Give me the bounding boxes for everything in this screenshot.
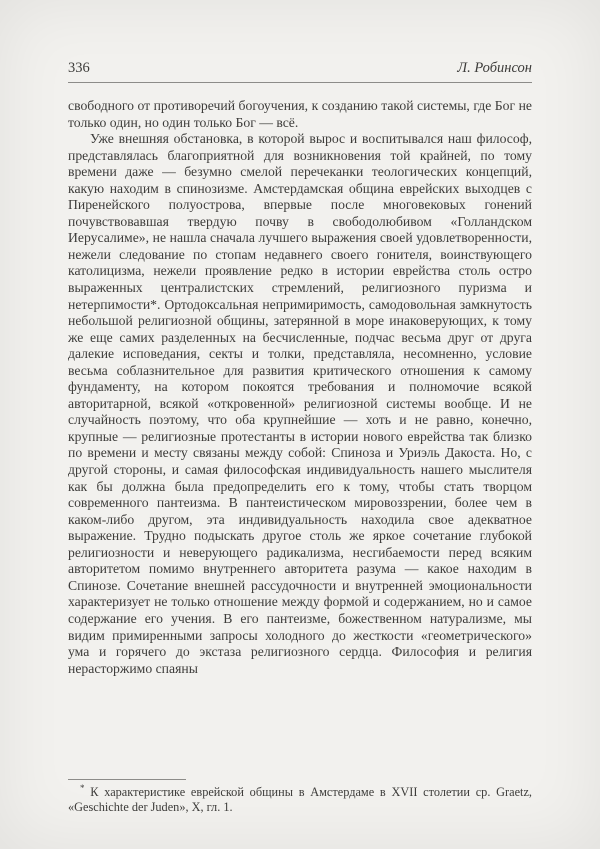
page-number: 336 [68,60,90,76]
footnote [68,782,532,815]
footnote-marker: * [80,782,85,793]
paragraph-main: Уже внешняя обстановка, в которой вырос и воспитывался наш философ, представлялась благоприятной для возникновения той крайней, по тому времени даже — безумно смелой перечеканки теологических концепций, какую находим в спинозизме. Амстердамская община еврейских выходцев с Пиренейского полуострова, впервые после многовековых гонений почувствовавшая твердую почву в свободолюбивом «Голландском Иерусалиме», не нашла сначала лучшего выражения своей удовлетворенности, нежели следование по стопам недавнего своего гонителя, воинствующего католицизма, нежели проявление редко в истории еврейства столь остро выраженных централистских стремлений, религиозного пуризма и нетерпимости*. Ортодоксальная непримиримость, самодовольная замкнутость небольшой религиозной общины, затерянной в море инаковерующих, к тому же еще самих разделенных на бесчисленные, подчас весьма друг от друга далекие исповедания, секты и толки, представляла, несомненно, условие весьма соблазнительное для развития критического отношения к самому фундаменту, на котором покоятся требования и полномочие всякой авторитарной, всякой «откровенной» религиозной системы вообще. И не случайность поэтому, что оба крупнейшие — хоть и не равно, конечно, крупные — религиозные протестанты в истории нового еврейства так близко по времени и месту связаны между собой: Спиноза и Уриэль Дакоста. Но, с другой стороны, и самая философская индивидуальность нашего мыслителя как бы должна была предопределить его к тому, чтобы стать творцом современного пантеизма. В пантеистическом мировоззрении, более чем в каком-либо другом, эта индивидуальность находила свое адекватное выражение. Трудно подыскать другое столь же яркое сочетание глубокой религиозности и неверующего радикализма, несгибаемости перед всяким авторитетом помимо внутреннего авторитета разума — какое находим в Спинозе. Сочетание внешней рассудочности и внутренней эмоциональности характеризует не только отношение между формой и содержанием, но и самое содержание его учения. В его пантеизме, божественном натурализме, мы видим примиренными запросы холодного до жесткости «геометрического» ума и горячего до экстаза религиозного сердца. Философия и религия нерасторжимо спаяны [68,131,532,676]
paragraph-continuation: свободного от противоречий богоучения, к созданию такой системы, где Бог не только один, но один только Бог — всё. [68,98,532,130]
body-text [68,98,532,770]
running-head-author: Л. Робинсон [457,60,532,76]
running-header [68,60,532,77]
footnote-area [68,779,532,815]
header-rule [68,82,532,83]
footnote-text: К характеристике еврейской общины в Амстердаме в XVII столетии ср. Graetz, «Geschichte der Juden», X, гл. 1. [68,785,532,815]
footnote-rule [68,779,186,780]
